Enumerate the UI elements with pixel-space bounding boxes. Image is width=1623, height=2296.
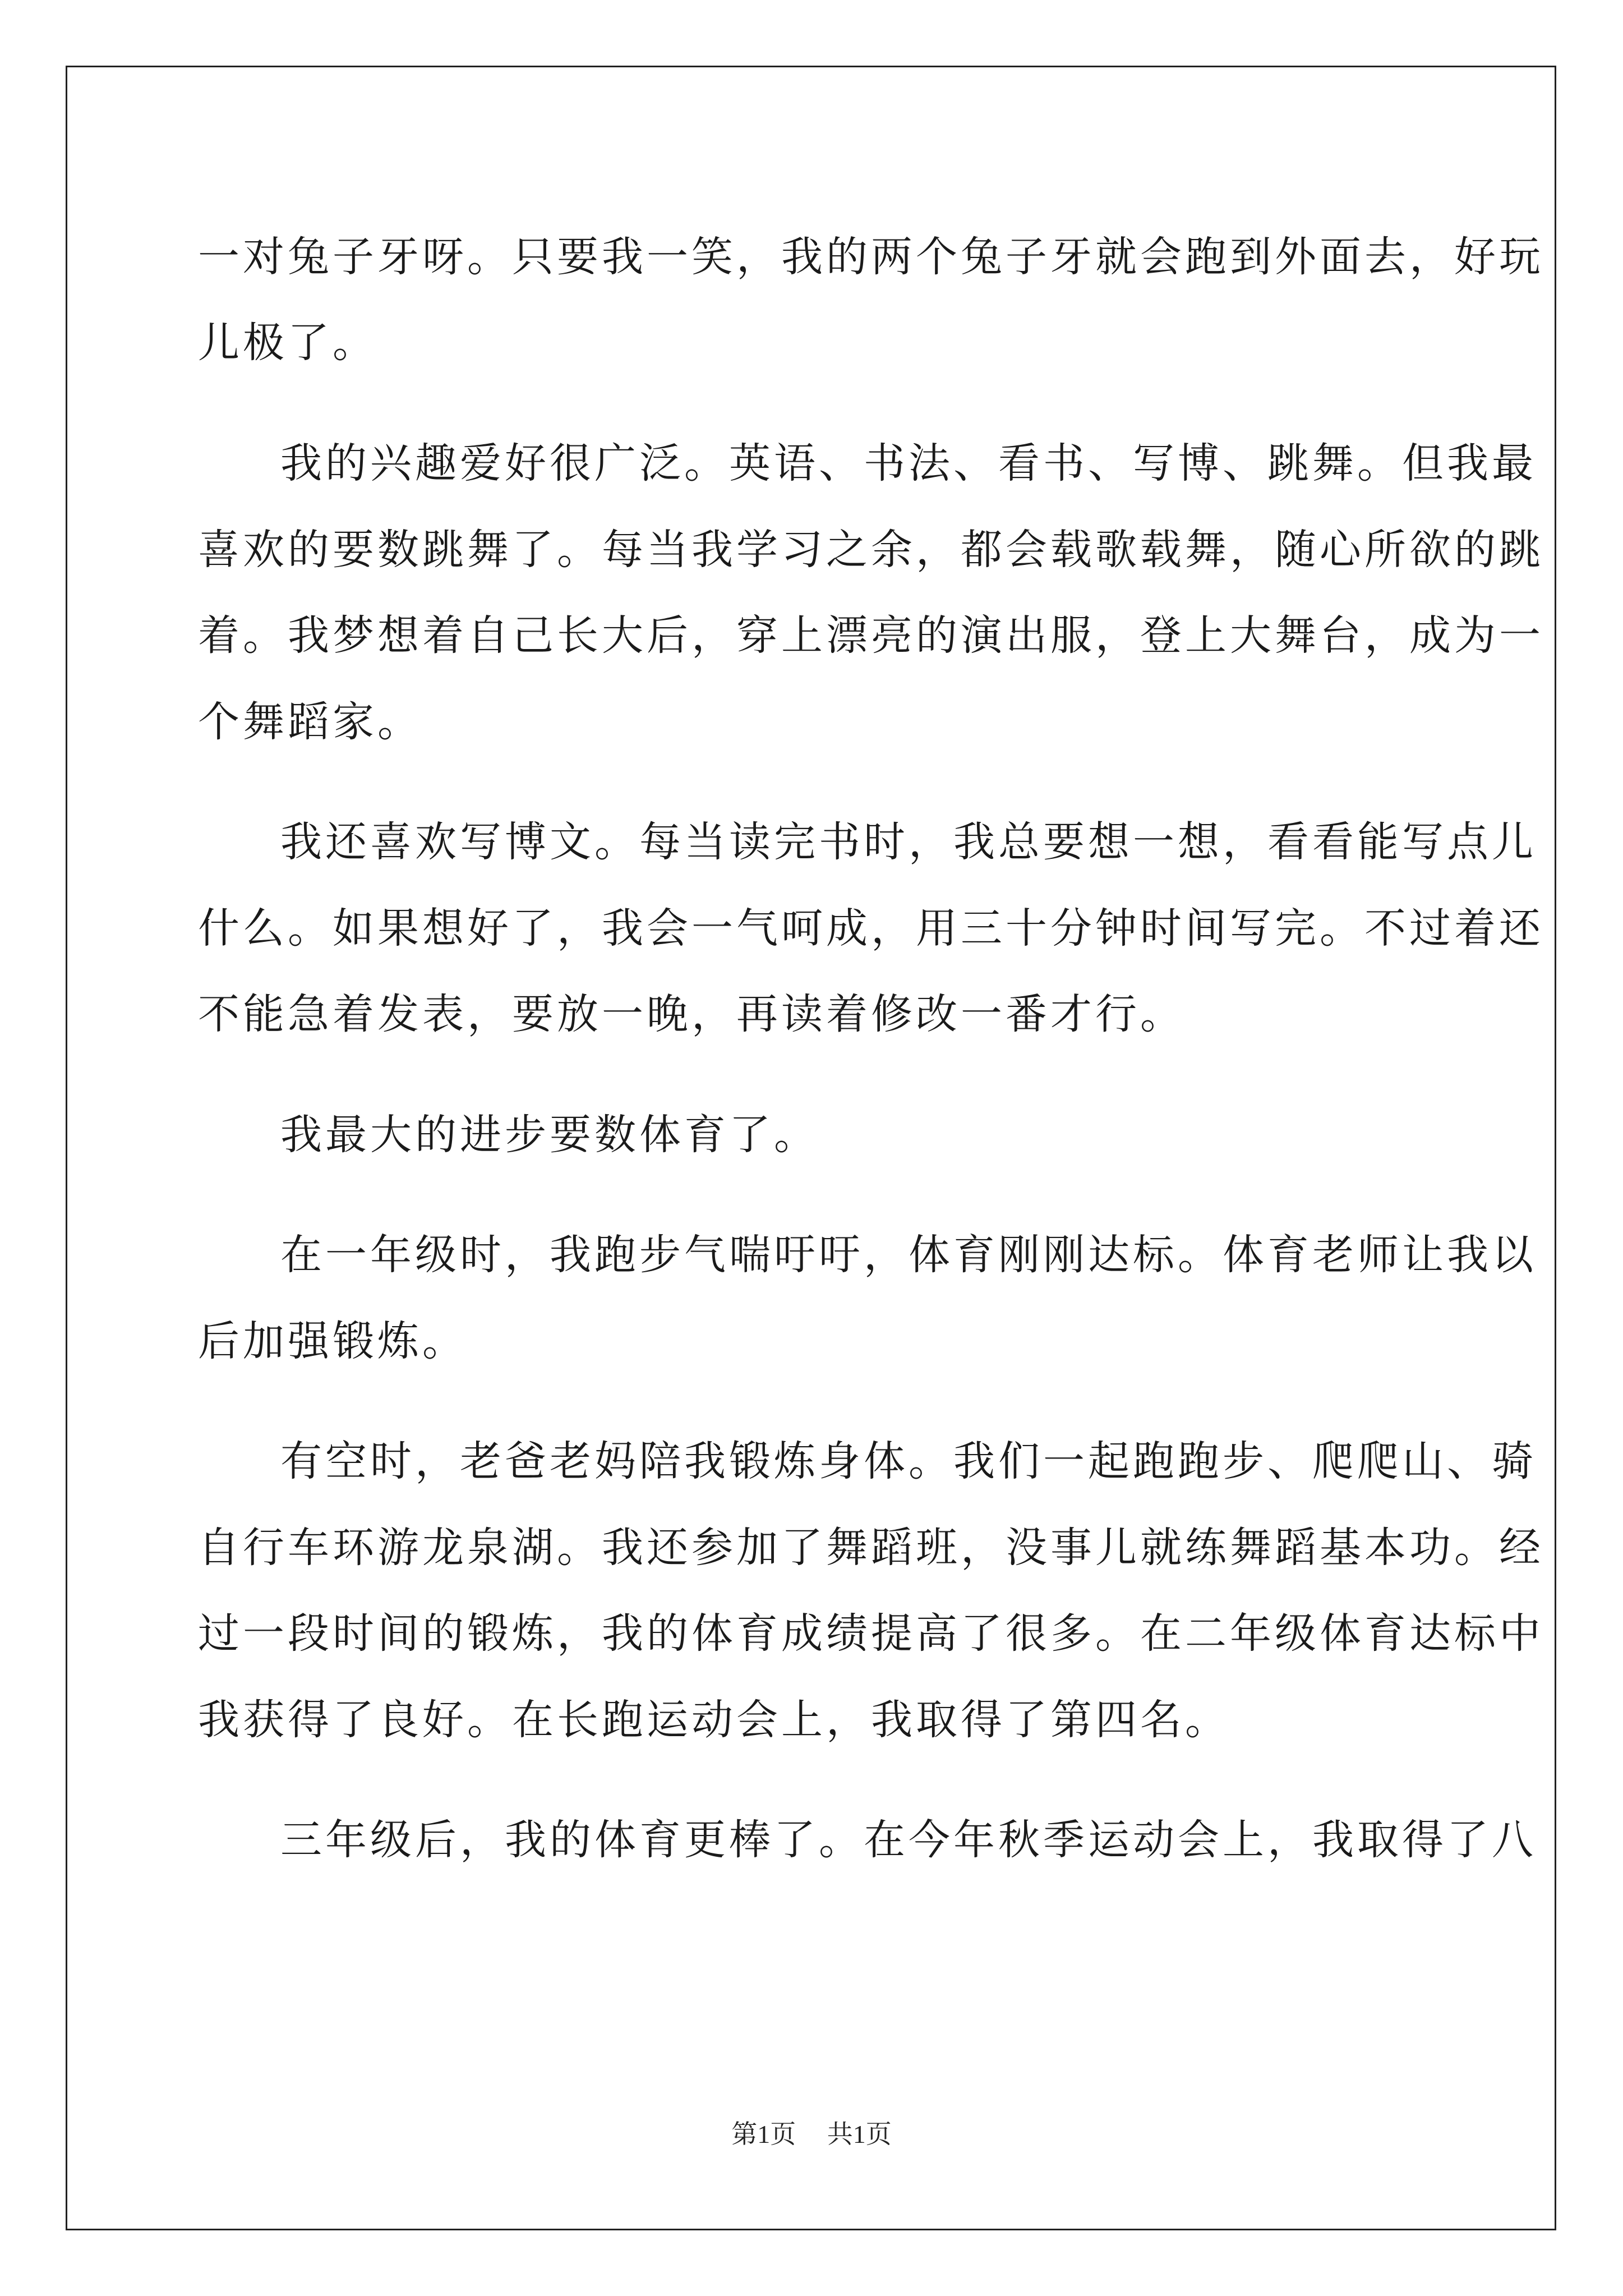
text-line: 喜欢的要数跳舞了。每当我学习之余，都会载歌载舞，随心所欲的跳 — [198, 526, 1544, 574]
paragraph-first-line: 我还喜欢写博文。每当读完书时，我总要想一想，看看能写点儿 — [280, 818, 1537, 866]
text-line: 一对兔子牙呀。只要我一笑，我的两个兔子牙就会跑到外面去，好玩 — [198, 233, 1544, 281]
text-line: 个舞蹈家。 — [198, 698, 422, 746]
text-line: 什么。如果想好了，我会一气呵成，用三十分钟时间写完。不过着还 — [198, 904, 1544, 953]
paragraph-first-line: 我最大的进步要数体育了。 — [280, 1111, 819, 1159]
paragraph-first-line: 我的兴趣爱好很广泛。英语、书法、看书、写博、跳舞。但我最 — [280, 439, 1537, 487]
paragraph-first-line: 在一年级时，我跑步气喘吁吁，体育刚刚达标。体育老师让我以 — [280, 1231, 1537, 1279]
text-line: 着。我梦想着自己长大后，穿上漂亮的演出服，登上大舞台，成为一 — [198, 611, 1544, 660]
text-line: 不能急着发表，要放一晚，再读着修改一番才行。 — [198, 990, 1185, 1038]
text-line: 我获得了良好。在长跑运动会上，我取得了第四名。 — [198, 1696, 1230, 1744]
page-total: 共1页 — [827, 2120, 892, 2148]
page-number: 第1页 — [731, 2120, 796, 2148]
paragraph-first-line: 三年级后，我的体育更棒了。在今年秋季运动会上，我取得了八 — [280, 1816, 1537, 1864]
paragraph-first-line: 有空时，老爸老妈陪我锻炼身体。我们一起跑跑步、爬爬山、骑 — [280, 1437, 1537, 1485]
text-line: 过一段时间的锻炼，我的体育成绩提高了很多。在二年级体育达标中 — [198, 1609, 1544, 1658]
page-footer — [0, 2118, 1623, 2151]
text-line: 自行车环游龙泉湖。我还参加了舞蹈班，没事儿就练舞蹈基本功。经 — [198, 1524, 1544, 1572]
text-line: 儿极了。 — [198, 319, 377, 367]
text-line: 后加强锻炼。 — [198, 1317, 467, 1365]
